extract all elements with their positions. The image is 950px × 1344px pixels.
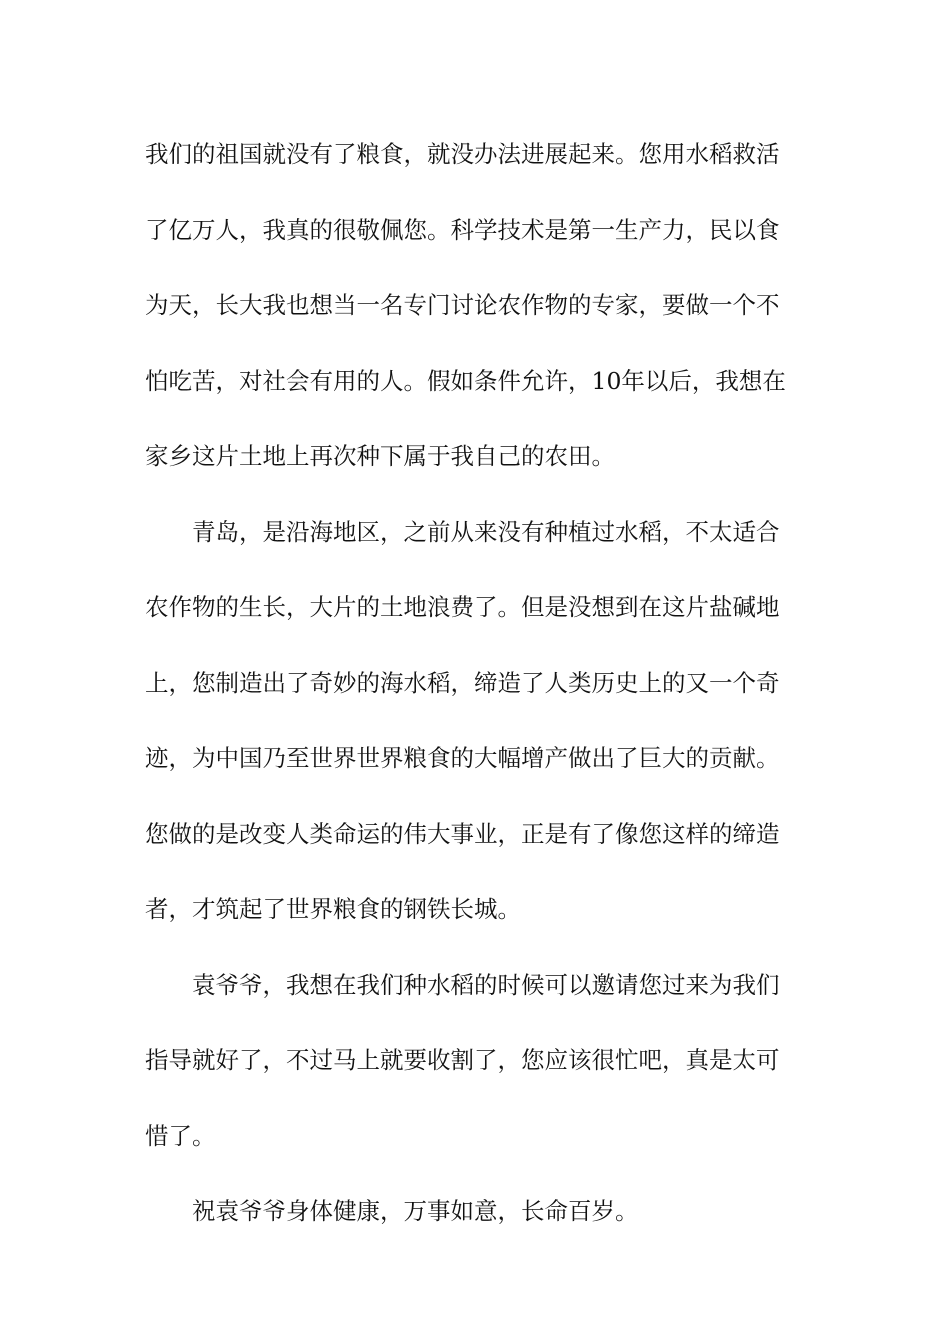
- text-line: 迹，为中国乃至世界世界粮食的大幅增产做出了巨大的贡献。: [145, 744, 780, 772]
- text-line: 上，您制造出了奇妙的海水稻，缔造了人类历史上的又一个奇: [145, 668, 780, 697]
- text-line: 者，才筑起了世界粮食的钢铁长城。: [145, 895, 521, 923]
- text-line: 了亿万人，我真的很敬佩您。科学技术是第一生产力，民以食: [145, 215, 780, 244]
- text-line: 怕吃苦，对社会有用的人。假如条件允许，10年以后，我想在: [145, 366, 786, 395]
- text-line: 您做的是改变人类命运的伟大事业，正是有了像您这样的缔造: [145, 819, 780, 848]
- body-text: [145, 130, 810, 1263]
- text-line: 惜了。: [145, 1121, 216, 1150]
- text-line: 农作物的生长，大片的土地浪费了。但是没想到在这片盐碱地: [145, 593, 780, 621]
- text-line: 我们的祖国就没有了粮食，就没办法进展起来。您用水稻救活: [145, 140, 780, 168]
- text-line: 指导就好了，不过马上就要收割了，您应该很忙吧，真是太可: [145, 1046, 780, 1074]
- text-line-paragraph-start: 祝袁爷爷身体健康，万事如意，长命百岁。: [192, 1197, 639, 1225]
- text-line-paragraph-start: 袁爷爷，我想在我们种水稻的时候可以邀请您过来为我们: [192, 970, 780, 999]
- text-line: 为天，长大我也想当一名专门讨论农作物的专家，要做一个不: [145, 291, 780, 319]
- text-line: 家乡这片土地上再次种下属于我自己的农田。: [145, 442, 615, 470]
- text-line-paragraph-start: 青岛，是沿海地区，之前从来没有种植过水稻，不太适合: [192, 517, 780, 546]
